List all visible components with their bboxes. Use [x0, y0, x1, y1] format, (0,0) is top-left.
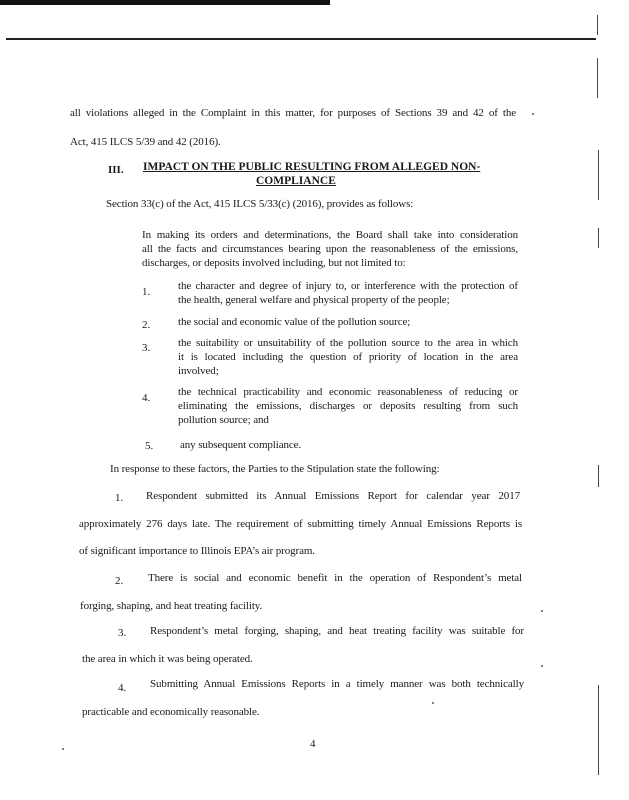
quote-item-line: involved; [178, 365, 219, 377]
page-number: 4 [310, 738, 316, 750]
finding-line: of significant importance to Illinois EPA’s air program. [79, 545, 315, 557]
finding-number: 2. [115, 575, 124, 587]
finding-line: the area in which it was being operated. [82, 653, 253, 665]
finding-line: Respondent submitted its Annual Emissions Report for calendar year 2017 [146, 490, 520, 502]
finding-line: practicable and economically reasonable. [82, 706, 260, 718]
finding-line: There is social and economic benefit in the operation of Respondent’s metal [148, 572, 522, 584]
scan-speck [432, 702, 434, 704]
finding-number: 4. [118, 682, 127, 694]
quote-line-2: all the facts and circumstances bearing upon the reasonableness of the emissions, [142, 243, 518, 255]
quote-item-number: 3. [142, 342, 151, 354]
finding-number: 3. [118, 627, 127, 639]
intro-line-1: all violations alleged in the Complaint in this matter, for purposes of Sections 39 and 42 of the [70, 107, 516, 119]
scan-edge-mark [598, 465, 599, 487]
scan-edge-mark [598, 685, 599, 775]
scan-edge-mark [598, 150, 599, 200]
scan-edge-mark [597, 58, 598, 98]
quote-item-line: eliminating the emissions, discharges or deposits resulting from such [178, 400, 518, 412]
finding-line: forging, shaping, and heat treating facility. [80, 600, 263, 612]
quote-item-number: 5. [145, 440, 154, 452]
scan-edge-mark [597, 15, 598, 35]
response-intro: In response to these factors, the Parties to the Stipulation state the following: [110, 463, 440, 475]
quote-line-3: discharges, or deposits involved including, but not limited to: [142, 257, 406, 269]
lead-in: Section 33(c) of the Act, 415 ILCS 5/33(c) (2016), provides as follows: [106, 198, 414, 210]
finding-line: Respondent’s metal forging, shaping, and heat treating facility was suitable for [150, 625, 524, 637]
quote-item-line: the character and degree of injury to, or interference with the protection of [178, 280, 518, 292]
quote-item-number: 1. [142, 286, 151, 298]
finding-line: Submitting Annual Emissions Reports in a timely manner was both technically [150, 678, 524, 690]
section-title-line-2: COMPLIANCE [256, 175, 336, 187]
section-title-line-1: IMPACT ON THE PUBLIC RESULTING FROM ALLEGED NON- [143, 161, 481, 173]
section-numeral: III. [108, 164, 124, 176]
quote-item-number: 2. [142, 319, 151, 331]
quote-item-line: the health, general welfare and physical property of the people; [178, 294, 450, 306]
finding-line: approximately 276 days late. The requirement of submitting timely Annual Emissions Reports is [79, 518, 522, 530]
scan-speck [541, 665, 543, 667]
quote-item-line: any subsequent compliance. [180, 439, 302, 451]
scan-frame-line [6, 38, 596, 40]
scan-speck [62, 748, 64, 750]
quote-item-line: the technical practicability and economic reasonableness of reducing or [178, 386, 518, 398]
scan-speck [532, 113, 534, 115]
quote-item-line: pollution source; and [178, 414, 269, 426]
quote-item-number: 4. [142, 392, 151, 404]
finding-number: 1. [115, 492, 124, 504]
scan-top-bar [0, 0, 330, 5]
quote-item-line: it is located including the question of priority of location in the area [178, 351, 518, 363]
scan-speck [541, 610, 543, 612]
scan-edge-mark [598, 228, 599, 248]
quote-line-1: In making its orders and determinations, the Board shall take into consideration [142, 229, 518, 241]
quote-item-line: the suitability or unsuitability of the pollution source to the area in which [178, 337, 518, 349]
intro-line-2: Act, 415 ILCS 5/39 and 42 (2016). [70, 136, 221, 148]
quote-item-line: the social and economic value of the pollution source; [178, 316, 411, 328]
